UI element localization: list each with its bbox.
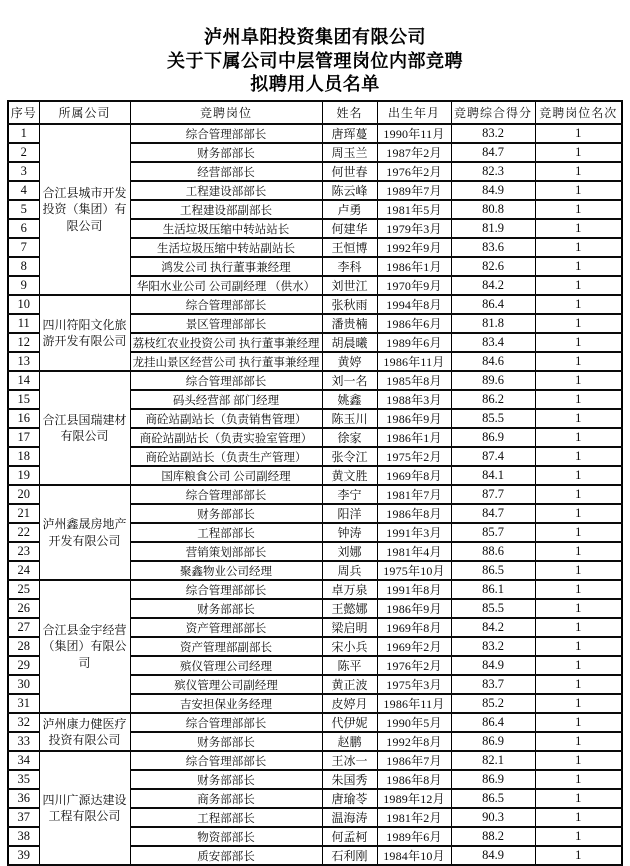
cell-name: 刘娜 xyxy=(322,542,377,561)
table-row xyxy=(8,485,622,504)
cell-company: 四川广源达建设工程有限公司 xyxy=(39,751,130,865)
cell-score: 87.7 xyxy=(451,485,535,504)
cell-score: 88.6 xyxy=(451,542,535,561)
cell-score: 86.4 xyxy=(451,713,535,732)
cell-position: 综合管理部部长 xyxy=(130,295,322,314)
cell-birth: 1991年8月 xyxy=(377,580,451,599)
cell-score: 82.6 xyxy=(451,257,535,276)
cell-rank: 1 xyxy=(535,143,622,162)
cell-birth: 1984年10月 xyxy=(377,846,451,865)
cell-position: 商砼站副站长（负责销售管理） xyxy=(130,409,322,428)
cell-serial: 8 xyxy=(8,257,39,276)
cell-position: 工程建设部副部长 xyxy=(130,200,322,219)
cell-rank: 1 xyxy=(535,352,622,371)
cell-serial: 1 xyxy=(8,124,39,143)
header-row xyxy=(8,101,622,124)
cell-serial: 15 xyxy=(8,390,39,409)
cell-position: 殡仪管理公司经理 xyxy=(130,656,322,675)
cell-score: 86.5 xyxy=(451,789,535,808)
cell-birth: 1969年2月 xyxy=(377,637,451,656)
cell-name: 梁启明 xyxy=(322,618,377,637)
cell-birth: 1981年4月 xyxy=(377,542,451,561)
cell-position: 资产管理部部长 xyxy=(130,618,322,637)
cell-position: 荔枝红农业投资公司 执行董事兼经理 xyxy=(130,333,322,352)
table-row xyxy=(8,371,622,390)
cell-score: 84.6 xyxy=(451,352,535,371)
cell-rank: 1 xyxy=(535,181,622,200)
cell-position: 工程部部长 xyxy=(130,523,322,542)
cell-birth: 1975年10月 xyxy=(377,561,451,580)
cell-score: 84.7 xyxy=(451,143,535,162)
cell-position: 生活垃圾压缩中转站站长 xyxy=(130,219,322,238)
cell-rank: 1 xyxy=(535,675,622,694)
cell-rank: 1 xyxy=(535,124,622,143)
cell-score: 84.2 xyxy=(451,276,535,295)
cell-serial: 23 xyxy=(8,542,39,561)
cell-position: 综合管理部部长 xyxy=(130,371,322,390)
cell-birth: 1986年8月 xyxy=(377,504,451,523)
cell-score: 84.9 xyxy=(451,846,535,865)
cell-score: 83.2 xyxy=(451,637,535,656)
cell-birth: 1989年6月 xyxy=(377,333,451,352)
cell-position: 综合管理部部长 xyxy=(130,713,322,732)
cell-rank: 1 xyxy=(535,770,622,789)
cell-birth: 1987年2月 xyxy=(377,143,451,162)
cell-birth: 1990年5月 xyxy=(377,713,451,732)
cell-name: 何孟柯 xyxy=(322,827,377,846)
cell-position: 综合管理部部长 xyxy=(130,485,322,504)
cell-name: 唐珲蔓 xyxy=(322,124,377,143)
cell-rank: 1 xyxy=(535,827,622,846)
cell-name: 周兵 xyxy=(322,561,377,580)
cell-name: 潘贵楠 xyxy=(322,314,377,333)
cell-name: 陈云峰 xyxy=(322,181,377,200)
cell-serial: 2 xyxy=(8,143,39,162)
cell-birth: 1975年2月 xyxy=(377,447,451,466)
cell-position: 财务部部长 xyxy=(130,143,322,162)
cell-name: 刘世江 xyxy=(322,276,377,295)
column-header-2: 竞聘岗位 xyxy=(130,101,322,124)
table-row xyxy=(8,295,622,314)
cell-name: 周玉兰 xyxy=(322,143,377,162)
cell-birth: 1989年6月 xyxy=(377,827,451,846)
cell-birth: 1986年7月 xyxy=(377,751,451,770)
cell-rank: 1 xyxy=(535,371,622,390)
cell-birth: 1989年7月 xyxy=(377,181,451,200)
cell-birth: 1970年9月 xyxy=(377,276,451,295)
cell-score: 89.6 xyxy=(451,371,535,390)
cell-serial: 4 xyxy=(8,181,39,200)
cell-serial: 14 xyxy=(8,371,39,390)
cell-rank: 1 xyxy=(535,656,622,675)
cell-rank: 1 xyxy=(535,390,622,409)
cell-position: 综合管理部部长 xyxy=(130,751,322,770)
cell-name: 阳洋 xyxy=(322,504,377,523)
cell-rank: 1 xyxy=(535,732,622,751)
cell-serial: 30 xyxy=(8,675,39,694)
cell-serial: 17 xyxy=(8,428,39,447)
cell-serial: 37 xyxy=(8,808,39,827)
cell-position: 工程建设部部长 xyxy=(130,181,322,200)
cell-name: 宋小兵 xyxy=(322,637,377,656)
title-line-3: 拟聘用人员名单 xyxy=(250,74,380,94)
cell-birth: 1994年8月 xyxy=(377,295,451,314)
cell-score: 84.2 xyxy=(451,618,535,637)
cell-serial: 34 xyxy=(8,751,39,770)
cell-company: 四川符阳文化旅游开发有限公司 xyxy=(39,295,130,371)
cell-name: 王恒博 xyxy=(322,238,377,257)
cell-birth: 1986年11月 xyxy=(377,694,451,713)
roster-table-header xyxy=(8,101,622,124)
cell-score: 88.2 xyxy=(451,827,535,846)
cell-name: 卢勇 xyxy=(322,200,377,219)
cell-rank: 1 xyxy=(535,238,622,257)
cell-rank: 1 xyxy=(535,846,622,865)
cell-rank: 1 xyxy=(535,694,622,713)
cell-birth: 1981年5月 xyxy=(377,200,451,219)
cell-serial: 31 xyxy=(8,694,39,713)
cell-rank: 1 xyxy=(535,162,622,181)
cell-name: 姚鑫 xyxy=(322,390,377,409)
cell-serial: 27 xyxy=(8,618,39,637)
cell-serial: 33 xyxy=(8,732,39,751)
cell-serial: 39 xyxy=(8,846,39,865)
cell-rank: 1 xyxy=(535,808,622,827)
cell-serial: 21 xyxy=(8,504,39,523)
cell-position: 工程部部长 xyxy=(130,808,322,827)
cell-rank: 1 xyxy=(535,447,622,466)
cell-name: 胡晨曦 xyxy=(322,333,377,352)
table-row xyxy=(8,580,622,599)
cell-name: 李科 xyxy=(322,257,377,276)
cell-birth: 1981年2月 xyxy=(377,808,451,827)
cell-score: 85.5 xyxy=(451,409,535,428)
cell-score: 86.2 xyxy=(451,390,535,409)
cell-rank: 1 xyxy=(535,580,622,599)
cell-score: 86.9 xyxy=(451,770,535,789)
cell-rank: 1 xyxy=(535,561,622,580)
cell-score: 83.7 xyxy=(451,675,535,694)
cell-birth: 1986年9月 xyxy=(377,409,451,428)
cell-birth: 1979年3月 xyxy=(377,219,451,238)
cell-serial: 20 xyxy=(8,485,39,504)
cell-name: 卓万泉 xyxy=(322,580,377,599)
cell-serial: 12 xyxy=(8,333,39,352)
cell-birth: 1969年8月 xyxy=(377,618,451,637)
cell-score: 83.6 xyxy=(451,238,535,257)
cell-name: 黄婷 xyxy=(322,352,377,371)
cell-name: 黄正波 xyxy=(322,675,377,694)
cell-name: 何建华 xyxy=(322,219,377,238)
cell-score: 84.9 xyxy=(451,656,535,675)
roster-table xyxy=(7,100,623,866)
cell-name: 徐家 xyxy=(322,428,377,447)
cell-position: 综合管理部部长 xyxy=(130,124,322,143)
cell-position: 财务部部长 xyxy=(130,599,322,618)
cell-serial: 7 xyxy=(8,238,39,257)
cell-serial: 36 xyxy=(8,789,39,808)
cell-company: 合江县城市开发投资（集团）有限公司 xyxy=(39,124,130,295)
cell-position: 财务部部长 xyxy=(130,504,322,523)
cell-serial: 29 xyxy=(8,656,39,675)
cell-score: 84.9 xyxy=(451,181,535,200)
cell-name: 陈玉川 xyxy=(322,409,377,428)
cell-position: 景区管理部部长 xyxy=(130,314,322,333)
cell-serial: 3 xyxy=(8,162,39,181)
cell-birth: 1990年11月 xyxy=(377,124,451,143)
cell-serial: 38 xyxy=(8,827,39,846)
cell-score: 80.8 xyxy=(451,200,535,219)
column-header-1: 所属公司 xyxy=(39,101,130,124)
title-line-2: 关于下属公司中层管理岗位内部竞聘 xyxy=(167,50,463,71)
cell-serial: 26 xyxy=(8,599,39,618)
cell-serial: 32 xyxy=(8,713,39,732)
cell-name: 黄文胜 xyxy=(322,466,377,485)
cell-position: 财务部部长 xyxy=(130,732,322,751)
cell-rank: 1 xyxy=(535,504,622,523)
cell-name: 皮婷月 xyxy=(322,694,377,713)
cell-score: 86.9 xyxy=(451,428,535,447)
cell-name: 朱国秀 xyxy=(322,770,377,789)
document-title xyxy=(0,26,630,97)
column-header-3: 姓名 xyxy=(322,101,377,124)
cell-rank: 1 xyxy=(535,485,622,504)
cell-name: 温海涛 xyxy=(322,808,377,827)
cell-score: 84.1 xyxy=(451,466,535,485)
cell-score: 85.5 xyxy=(451,599,535,618)
cell-position: 营销策划部部长 xyxy=(130,542,322,561)
cell-serial: 10 xyxy=(8,295,39,314)
cell-rank: 1 xyxy=(535,751,622,770)
cell-name: 陈平 xyxy=(322,656,377,675)
cell-rank: 1 xyxy=(535,428,622,447)
cell-birth: 1989年12月 xyxy=(377,789,451,808)
cell-rank: 1 xyxy=(535,314,622,333)
cell-serial: 16 xyxy=(8,409,39,428)
cell-position: 经营部部长 xyxy=(130,162,322,181)
cell-rank: 1 xyxy=(535,200,622,219)
cell-birth: 1985年8月 xyxy=(377,371,451,390)
cell-serial: 13 xyxy=(8,352,39,371)
cell-name: 王懿娜 xyxy=(322,599,377,618)
cell-rank: 1 xyxy=(535,466,622,485)
cell-position: 龙挂山景区经营公司 执行董事兼经理 xyxy=(130,352,322,371)
cell-position: 资产管理部副部长 xyxy=(130,637,322,656)
cell-birth: 1986年1月 xyxy=(377,428,451,447)
cell-birth: 1992年9月 xyxy=(377,238,451,257)
cell-rank: 1 xyxy=(535,295,622,314)
cell-rank: 1 xyxy=(535,637,622,656)
cell-rank: 1 xyxy=(535,219,622,238)
cell-serial: 9 xyxy=(8,276,39,295)
cell-name: 赵鹏 xyxy=(322,732,377,751)
cell-position: 商砼站副站长（负责实验室管理） xyxy=(130,428,322,447)
cell-position: 生活垃圾压缩中转站副站长 xyxy=(130,238,322,257)
cell-score: 86.9 xyxy=(451,732,535,751)
cell-score: 81.8 xyxy=(451,314,535,333)
cell-company: 泸州鑫晟房地产开发有限公司 xyxy=(39,485,130,580)
cell-birth: 1991年3月 xyxy=(377,523,451,542)
cell-score: 86.4 xyxy=(451,295,535,314)
cell-name: 代伊妮 xyxy=(322,713,377,732)
table-row xyxy=(8,713,622,732)
cell-rank: 1 xyxy=(535,542,622,561)
cell-rank: 1 xyxy=(535,523,622,542)
cell-serial: 28 xyxy=(8,637,39,656)
cell-birth: 1992年8月 xyxy=(377,732,451,751)
cell-name: 何世春 xyxy=(322,162,377,181)
cell-serial: 24 xyxy=(8,561,39,580)
cell-birth: 1986年11月 xyxy=(377,352,451,371)
cell-rank: 1 xyxy=(535,333,622,352)
cell-score: 84.7 xyxy=(451,504,535,523)
cell-position: 商务部部长 xyxy=(130,789,322,808)
cell-position: 码头经营部 部门经理 xyxy=(130,390,322,409)
cell-score: 83.2 xyxy=(451,124,535,143)
cell-rank: 1 xyxy=(535,789,622,808)
cell-company: 合江县国瑞建材有限公司 xyxy=(39,371,130,485)
cell-rank: 1 xyxy=(535,618,622,637)
cell-score: 82.3 xyxy=(451,162,535,181)
column-header-0: 序号 xyxy=(8,101,39,124)
cell-position: 商砼站副站长（负责生产管理） xyxy=(130,447,322,466)
table-row xyxy=(8,751,622,770)
cell-serial: 11 xyxy=(8,314,39,333)
cell-position: 质安部部长 xyxy=(130,846,322,865)
cell-serial: 25 xyxy=(8,580,39,599)
roster-table-body xyxy=(8,124,622,865)
cell-birth: 1969年8月 xyxy=(377,466,451,485)
cell-score: 83.4 xyxy=(451,333,535,352)
cell-birth: 1986年8月 xyxy=(377,770,451,789)
cell-position: 殡仪管理公司副经理 xyxy=(130,675,322,694)
cell-rank: 1 xyxy=(535,257,622,276)
cell-rank: 1 xyxy=(535,599,622,618)
cell-position: 吉安担保业务经理 xyxy=(130,694,322,713)
table-row xyxy=(8,124,622,143)
cell-score: 85.2 xyxy=(451,694,535,713)
cell-company: 合江县金宇经营（集团）有限公司 xyxy=(39,580,130,713)
title-line-1: 泸州阜阳投资集团有限公司 xyxy=(204,27,426,47)
cell-score: 81.9 xyxy=(451,219,535,238)
cell-name: 张秋雨 xyxy=(322,295,377,314)
cell-serial: 18 xyxy=(8,447,39,466)
cell-score: 90.3 xyxy=(451,808,535,827)
cell-position: 物资部部长 xyxy=(130,827,322,846)
cell-birth: 1986年1月 xyxy=(377,257,451,276)
cell-position: 聚鑫物业公司经理 xyxy=(130,561,322,580)
cell-birth: 1975年3月 xyxy=(377,675,451,694)
cell-name: 钟涛 xyxy=(322,523,377,542)
cell-birth: 1981年7月 xyxy=(377,485,451,504)
cell-serial: 35 xyxy=(8,770,39,789)
cell-score: 82.1 xyxy=(451,751,535,770)
cell-rank: 1 xyxy=(535,409,622,428)
cell-serial: 6 xyxy=(8,219,39,238)
cell-position: 鸿发公司 执行董事兼经理 xyxy=(130,257,322,276)
cell-name: 唐瑜苓 xyxy=(322,789,377,808)
cell-birth: 1986年6月 xyxy=(377,314,451,333)
cell-birth: 1976年2月 xyxy=(377,656,451,675)
cell-name: 张令江 xyxy=(322,447,377,466)
cell-score: 85.7 xyxy=(451,523,535,542)
cell-position: 财务部部长 xyxy=(130,770,322,789)
cell-name: 王冰一 xyxy=(322,751,377,770)
cell-birth: 1986年9月 xyxy=(377,599,451,618)
cell-name: 刘一名 xyxy=(322,371,377,390)
cell-score: 86.5 xyxy=(451,561,535,580)
cell-score: 87.4 xyxy=(451,447,535,466)
cell-rank: 1 xyxy=(535,276,622,295)
column-header-5: 竞聘综合得分 xyxy=(451,101,535,124)
cell-name: 石利刚 xyxy=(322,846,377,865)
cell-position: 国库粮食公司 公司副经理 xyxy=(130,466,322,485)
cell-serial: 22 xyxy=(8,523,39,542)
column-header-6: 竞聘岗位名次 xyxy=(535,101,622,124)
cell-position: 综合管理部部长 xyxy=(130,580,322,599)
cell-serial: 19 xyxy=(8,466,39,485)
cell-score: 86.1 xyxy=(451,580,535,599)
column-header-4: 出生年月 xyxy=(377,101,451,124)
cell-birth: 1976年2月 xyxy=(377,162,451,181)
cell-rank: 1 xyxy=(535,713,622,732)
cell-position: 华阳水业公司 公司副经理 （供水） xyxy=(130,276,322,295)
cell-serial: 5 xyxy=(8,200,39,219)
cell-name: 李宁 xyxy=(322,485,377,504)
cell-birth: 1988年3月 xyxy=(377,390,451,409)
cell-company: 泸州康力健医疗投资有限公司 xyxy=(39,713,130,751)
